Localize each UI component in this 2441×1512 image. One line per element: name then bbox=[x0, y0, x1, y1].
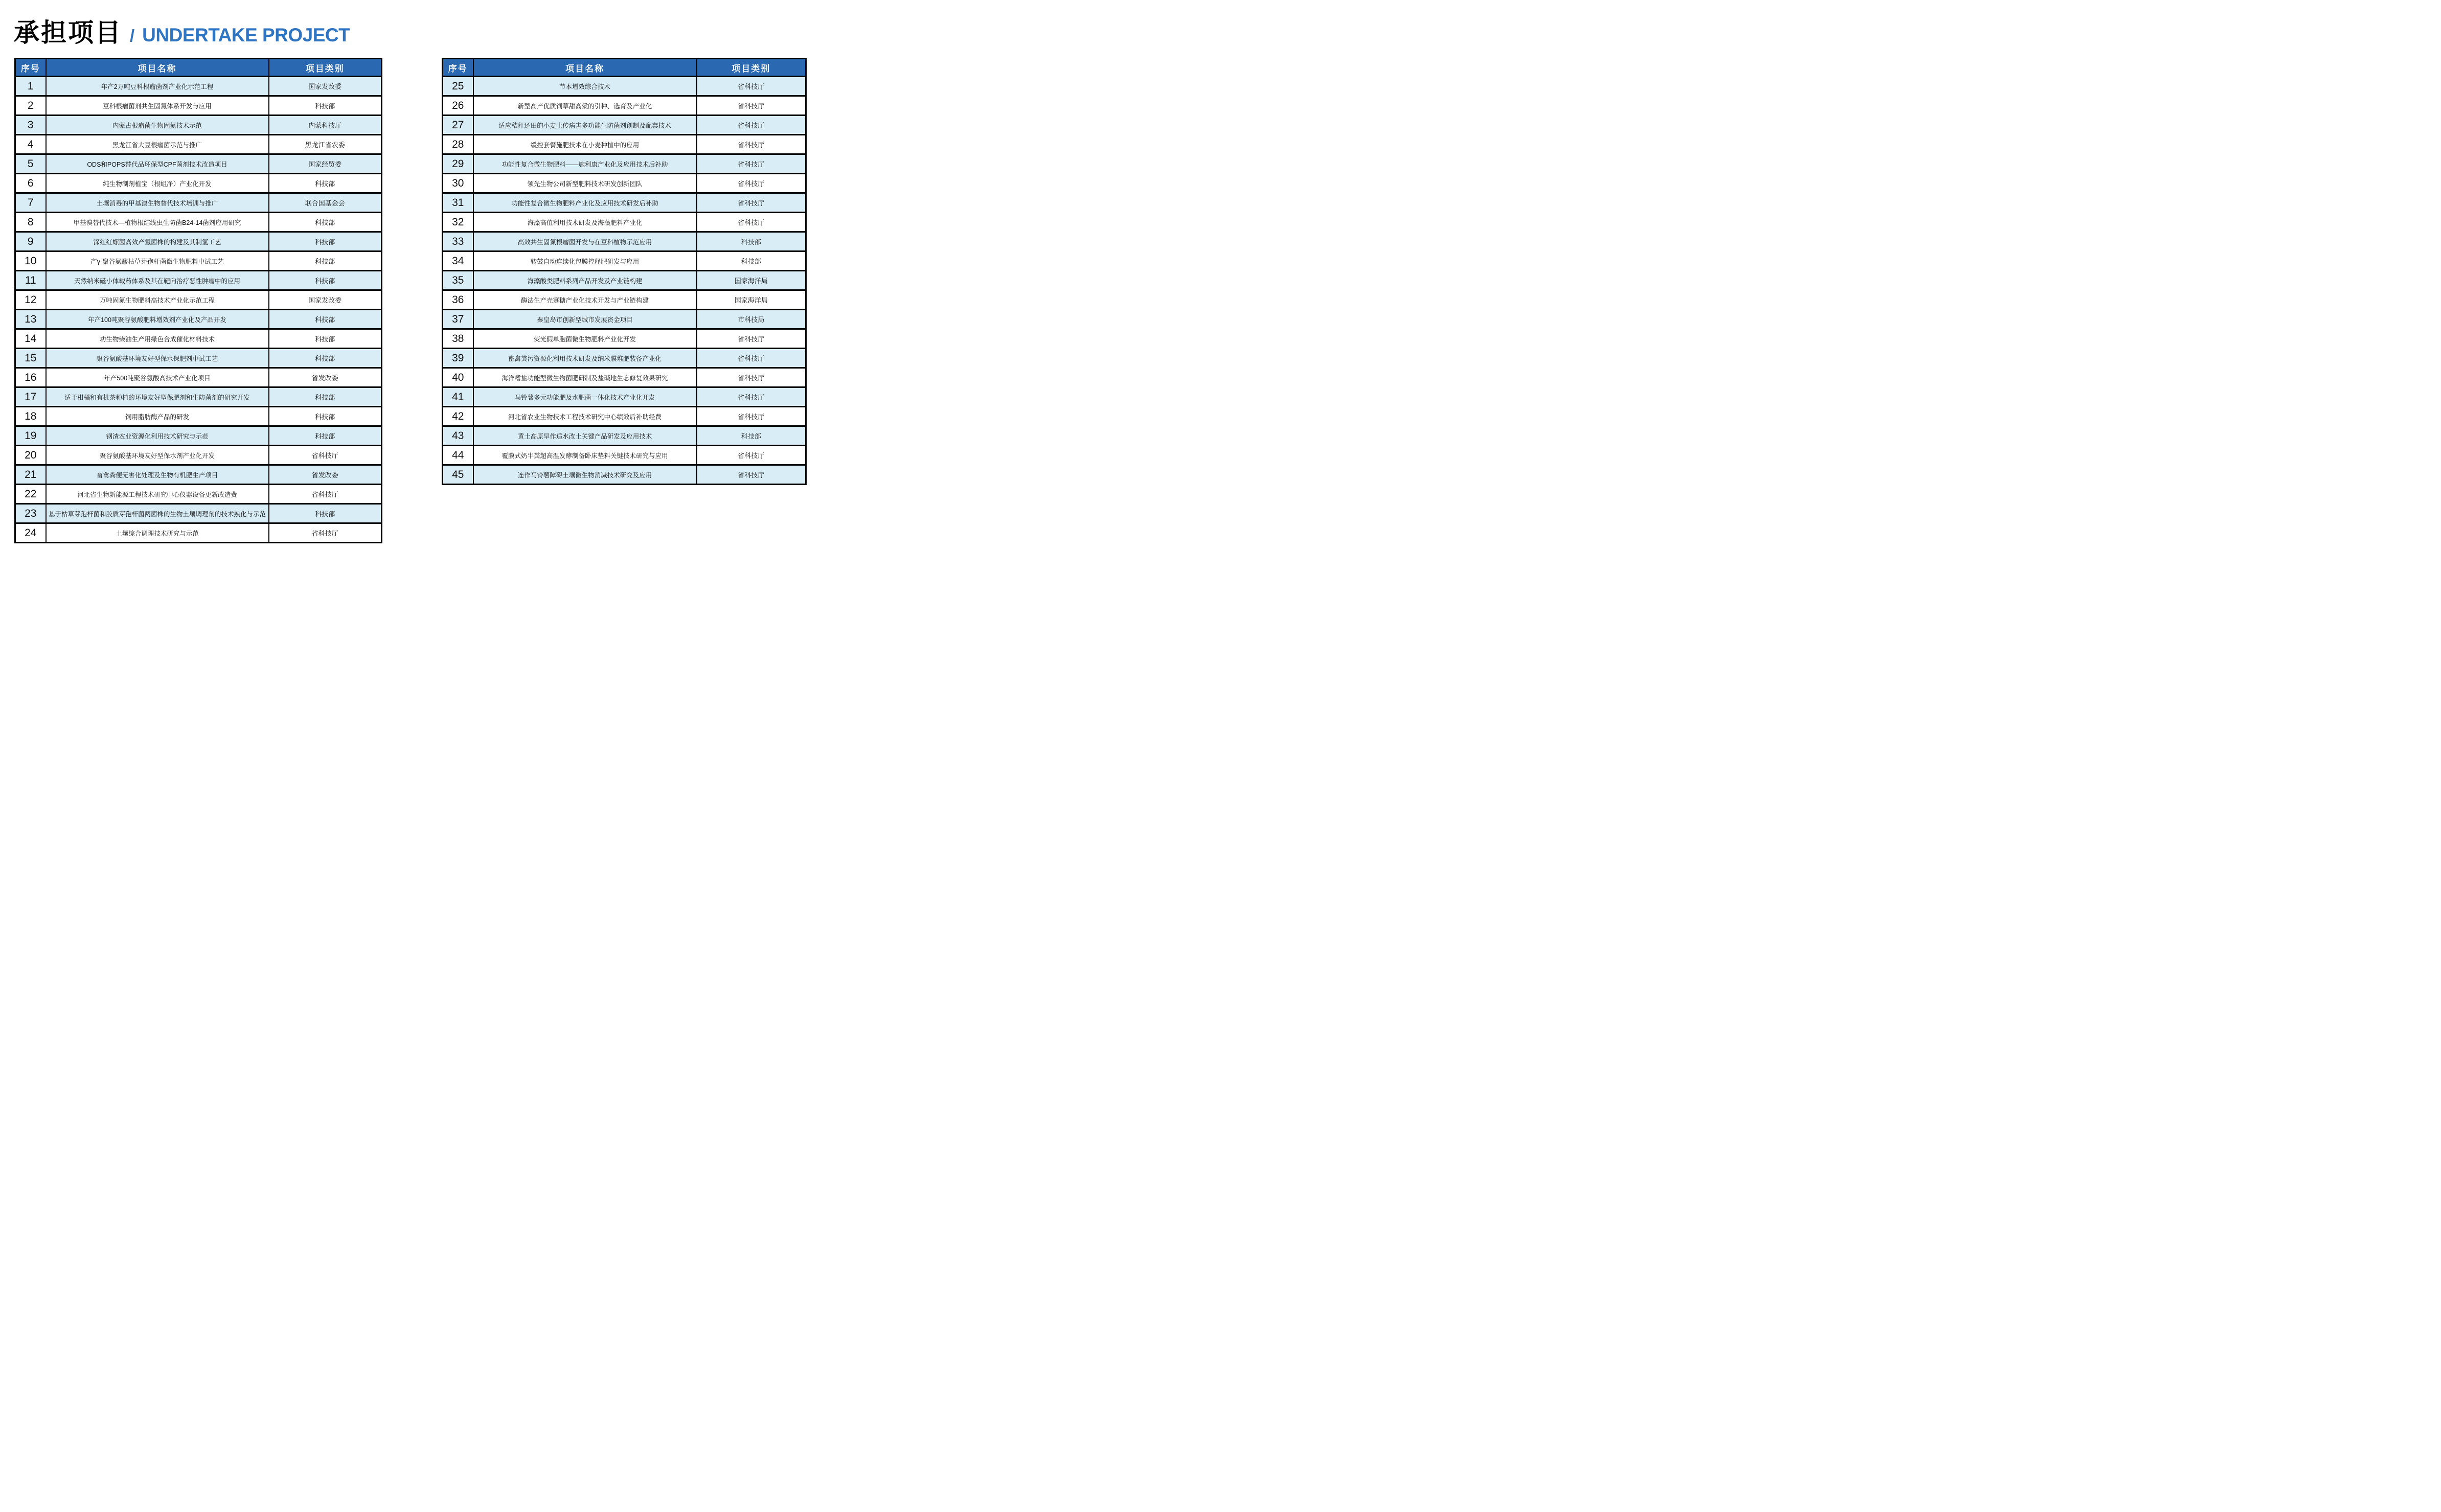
cell-category: 科技部 bbox=[269, 387, 382, 407]
cell-category: 科技部 bbox=[269, 232, 382, 251]
cell-name: 万吨固氮生物肥料高技术产业化示范工程 bbox=[46, 290, 269, 310]
table-row bbox=[15, 96, 382, 116]
cell-no: 20 bbox=[15, 446, 46, 465]
cell-name: 畜禽粪污资源化利用技术研发及纳米膜堆肥装备产业化 bbox=[473, 349, 697, 368]
cell-name: 酶法生产壳寡糖产业化技术开发与产业链构建 bbox=[473, 290, 697, 310]
table-row bbox=[443, 213, 806, 232]
cell-category: 省科技厅 bbox=[697, 135, 806, 154]
cell-no: 31 bbox=[443, 193, 473, 213]
table-row bbox=[15, 523, 382, 543]
cell-no: 18 bbox=[15, 407, 46, 426]
table-row bbox=[443, 154, 806, 174]
cell-name: 适于柑橘和有机茶种植的环境友好型保肥剂和生防菌剂的研究开发 bbox=[46, 387, 269, 407]
table-row bbox=[443, 290, 806, 310]
cell-category: 省科技厅 bbox=[697, 174, 806, 193]
table-row bbox=[443, 368, 806, 387]
cell-name: 覆膜式奶牛粪超高温发酵制备卧床垫料关键技术研究与应用 bbox=[473, 446, 697, 465]
table-row bbox=[15, 251, 382, 271]
table-row bbox=[15, 116, 382, 135]
cell-category: 省科技厅 bbox=[697, 407, 806, 426]
cell-no: 1 bbox=[15, 77, 46, 96]
cell-name: 钢渣农业资源化利用技术研究与示范 bbox=[46, 426, 269, 446]
cell-no: 29 bbox=[443, 154, 473, 174]
cell-category: 科技部 bbox=[269, 174, 382, 193]
table-row bbox=[443, 426, 806, 446]
cell-name: 豆科根瘤菌剂共生固氮体系开发与应用 bbox=[46, 96, 269, 116]
cell-category: 科技部 bbox=[269, 271, 382, 290]
cell-category: 省科技厅 bbox=[269, 523, 382, 543]
cell-name: 年产100吨聚谷氨酸肥料增效剂产业化及产品开发 bbox=[46, 310, 269, 329]
cell-no: 38 bbox=[443, 329, 473, 349]
cell-name: 聚谷氨酸基环境友好型保水保肥剂中试工艺 bbox=[46, 349, 269, 368]
cell-name: 高效共生固氮根瘤菌开发与在豆科植物示范应用 bbox=[473, 232, 697, 251]
cell-no: 45 bbox=[443, 465, 473, 485]
cell-category: 科技部 bbox=[269, 251, 382, 271]
cell-category: 联合国基金会 bbox=[269, 193, 382, 213]
cell-no: 10 bbox=[15, 251, 46, 271]
cell-no: 4 bbox=[15, 135, 46, 154]
cell-name: 深红红螺菌高效产氢菌株的构建及其制氢工艺 bbox=[46, 232, 269, 251]
cell-name: 马铃薯多元功能肥及水肥菌一体化技术产业化开发 bbox=[473, 387, 697, 407]
table-row bbox=[15, 174, 382, 193]
table-body-left bbox=[15, 77, 382, 543]
column-header-no: 序号 bbox=[15, 59, 46, 77]
cell-name: 天然纳米磁小体载药体系及其在靶向治疗恶性肿瘤中的应用 bbox=[46, 271, 269, 290]
cell-no: 23 bbox=[15, 504, 46, 523]
table-row bbox=[15, 193, 382, 213]
cell-category: 国家发改委 bbox=[269, 77, 382, 96]
table-row bbox=[15, 213, 382, 232]
cell-category: 省科技厅 bbox=[697, 465, 806, 485]
cell-no: 13 bbox=[15, 310, 46, 329]
cell-name: 功能性复合微生物肥料——施利康产业化及应用技术后补助 bbox=[473, 154, 697, 174]
table-row bbox=[15, 154, 382, 174]
table-row bbox=[15, 504, 382, 523]
cell-category: 省科技厅 bbox=[269, 446, 382, 465]
cell-category: 省科技厅 bbox=[697, 213, 806, 232]
cell-no: 34 bbox=[443, 251, 473, 271]
cell-no: 44 bbox=[443, 446, 473, 465]
cell-no: 21 bbox=[15, 465, 46, 485]
cell-no: 11 bbox=[15, 271, 46, 290]
cell-no: 6 bbox=[15, 174, 46, 193]
table-row bbox=[15, 368, 382, 387]
page-title-zh: 承担项目 bbox=[14, 18, 122, 47]
cell-name: 基于枯草芽孢杆菌和胶质芽孢杆菌两菌株的生物土壤调理剂的技术熟化与示范 bbox=[46, 504, 269, 523]
cell-name: 畜禽粪便无害化处理及生物有机肥生产项目 bbox=[46, 465, 269, 485]
cell-name: 黑龙江省大豆根瘤菌示范与推广 bbox=[46, 135, 269, 154]
column-header-category: 项目类别 bbox=[269, 59, 382, 77]
table-row bbox=[15, 446, 382, 465]
cell-category: 市科技局 bbox=[697, 310, 806, 329]
cell-name: 功能性复合微生物肥料产业化及应用技术研发后补助 bbox=[473, 193, 697, 213]
cell-name: 连作马铃薯障碍土壤微生物消减技术研究及应用 bbox=[473, 465, 697, 485]
cell-category: 省科技厅 bbox=[697, 193, 806, 213]
table-row bbox=[443, 349, 806, 368]
cell-category: 科技部 bbox=[269, 504, 382, 523]
table-row bbox=[443, 271, 806, 290]
table-row bbox=[15, 135, 382, 154]
cell-category: 省发改委 bbox=[269, 465, 382, 485]
cell-name: 纯生物制剂植宝（根蛆净）产业化开发 bbox=[46, 174, 269, 193]
table-header-row bbox=[15, 59, 382, 77]
table-row bbox=[15, 271, 382, 290]
cell-category: 科技部 bbox=[269, 213, 382, 232]
cell-no: 35 bbox=[443, 271, 473, 290]
cell-category: 黑龙江省农委 bbox=[269, 135, 382, 154]
table-row bbox=[15, 310, 382, 329]
table-header-row bbox=[443, 59, 806, 77]
cell-name: 河北省农业生物技术工程技术研究中心绩效后补助经费 bbox=[473, 407, 697, 426]
cell-category: 科技部 bbox=[269, 349, 382, 368]
cell-no: 22 bbox=[15, 485, 46, 504]
cell-name: 转鼓自动连续化包膜控释肥研发与应用 bbox=[473, 251, 697, 271]
cell-no: 9 bbox=[15, 232, 46, 251]
cell-no: 40 bbox=[443, 368, 473, 387]
cell-no: 16 bbox=[15, 368, 46, 387]
cell-category: 科技部 bbox=[697, 251, 806, 271]
cell-no: 33 bbox=[443, 232, 473, 251]
cell-no: 24 bbox=[15, 523, 46, 543]
cell-category: 国家经贸委 bbox=[269, 154, 382, 174]
cell-category: 省科技厅 bbox=[697, 349, 806, 368]
cell-name: 河北省生物新能源工程技术研究中心仪器设备更新改造费 bbox=[46, 485, 269, 504]
cell-category: 科技部 bbox=[269, 310, 382, 329]
cell-category: 省科技厅 bbox=[269, 485, 382, 504]
page-title-separator: / bbox=[130, 26, 135, 45]
cell-no: 39 bbox=[443, 349, 473, 368]
cell-no: 32 bbox=[443, 213, 473, 232]
cell-no: 2 bbox=[15, 96, 46, 116]
cell-no: 27 bbox=[443, 116, 473, 135]
cell-category: 省科技厅 bbox=[697, 96, 806, 116]
cell-category: 省科技厅 bbox=[697, 77, 806, 96]
cell-category: 科技部 bbox=[269, 96, 382, 116]
cell-category: 科技部 bbox=[269, 329, 382, 349]
table-row bbox=[443, 135, 806, 154]
table-row bbox=[443, 193, 806, 213]
cell-category: 省科技厅 bbox=[697, 446, 806, 465]
cell-name: 缓控套餐施肥技术在小麦种植中的应用 bbox=[473, 135, 697, 154]
column-header-no: 序号 bbox=[443, 59, 473, 77]
cell-no: 28 bbox=[443, 135, 473, 154]
table-row bbox=[443, 96, 806, 116]
table-row bbox=[443, 387, 806, 407]
cell-category: 国家海洋局 bbox=[697, 290, 806, 310]
table-row bbox=[15, 329, 382, 349]
cell-name: 荧光假单胞菌微生物肥料产业化开发 bbox=[473, 329, 697, 349]
page-title bbox=[14, 12, 350, 49]
cell-name: 黄土高原旱作适水改土关键产品研发及应用技术 bbox=[473, 426, 697, 446]
cell-category: 省科技厅 bbox=[697, 154, 806, 174]
cell-no: 17 bbox=[15, 387, 46, 407]
cell-name: ODS和POPS替代品环保型CPF菌剂技术改造项目 bbox=[46, 154, 269, 174]
cell-no: 5 bbox=[15, 154, 46, 174]
cell-no: 15 bbox=[15, 349, 46, 368]
cell-name: 功生物柴油生产用绿色合成催化材料技术 bbox=[46, 329, 269, 349]
cell-no: 41 bbox=[443, 387, 473, 407]
table-row bbox=[443, 174, 806, 193]
cell-no: 3 bbox=[15, 116, 46, 135]
cell-category: 省发改委 bbox=[269, 368, 382, 387]
cell-category: 省科技厅 bbox=[697, 329, 806, 349]
table-row bbox=[15, 407, 382, 426]
cell-name: 土壤综合调理技术研究与示范 bbox=[46, 523, 269, 543]
cell-name: 土壤消毒的甲基溴生物替代技术培训与推广 bbox=[46, 193, 269, 213]
table-row bbox=[443, 310, 806, 329]
page-title-en: UNDERTAKE PROJECT bbox=[142, 25, 350, 45]
cell-no: 19 bbox=[15, 426, 46, 446]
table-row bbox=[15, 485, 382, 504]
cell-category: 国家发改委 bbox=[269, 290, 382, 310]
cell-no: 7 bbox=[15, 193, 46, 213]
cell-category: 省科技厅 bbox=[697, 368, 806, 387]
cell-name: 饲用脂肪酶产品的研发 bbox=[46, 407, 269, 426]
table-row bbox=[15, 387, 382, 407]
cell-no: 25 bbox=[443, 77, 473, 96]
cell-name: 产γ-聚谷氨酸枯草芽孢杆菌微生物肥料中试工艺 bbox=[46, 251, 269, 271]
table-row bbox=[443, 251, 806, 271]
cell-name: 适应秸秆还田的小麦土传病害多功能生防菌剂创制及配套技术 bbox=[473, 116, 697, 135]
cell-no: 12 bbox=[15, 290, 46, 310]
cell-name: 秦皇岛市创新型城市发展资金项目 bbox=[473, 310, 697, 329]
cell-name: 领先生物公司新型肥料技术研发创新团队 bbox=[473, 174, 697, 193]
table-row bbox=[15, 349, 382, 368]
cell-no: 26 bbox=[443, 96, 473, 116]
cell-name: 聚谷氨酸基环境友好型保水剂产业化开发 bbox=[46, 446, 269, 465]
cell-name: 海洋嗜盐功能型微生物菌肥研制及盐碱地生态修复效果研究 bbox=[473, 368, 697, 387]
cell-name: 海藻酸类肥料系列产品开发及产业链构建 bbox=[473, 271, 697, 290]
table-row bbox=[15, 465, 382, 485]
cell-no: 14 bbox=[15, 329, 46, 349]
cell-category: 科技部 bbox=[697, 426, 806, 446]
cell-category: 省科技厅 bbox=[697, 116, 806, 135]
table-row bbox=[15, 77, 382, 96]
cell-name: 新型高产优质饲草甜高粱的引种、选育及产业化 bbox=[473, 96, 697, 116]
table-row bbox=[443, 446, 806, 465]
project-table-right bbox=[442, 58, 807, 485]
cell-name: 年产500吨聚谷氨酸高技术产业化项目 bbox=[46, 368, 269, 387]
cell-name: 年产2万吨豆科根瘤菌剂产业化示范工程 bbox=[46, 77, 269, 96]
cell-category: 科技部 bbox=[269, 407, 382, 426]
column-header-name: 项目名称 bbox=[473, 59, 697, 77]
cell-no: 36 bbox=[443, 290, 473, 310]
cell-name: 内蒙古根瘤菌生物固氮技术示范 bbox=[46, 116, 269, 135]
table-row bbox=[15, 426, 382, 446]
cell-no: 42 bbox=[443, 407, 473, 426]
table-row bbox=[443, 465, 806, 485]
cell-category: 科技部 bbox=[697, 232, 806, 251]
cell-name: 甲基溴替代技术—植物根结线虫生防菌B24-14菌剂应用研究 bbox=[46, 213, 269, 232]
column-header-name: 项目名称 bbox=[46, 59, 269, 77]
cell-name: 节本增效综合技术 bbox=[473, 77, 697, 96]
cell-no: 30 bbox=[443, 174, 473, 193]
cell-category: 省科技厅 bbox=[697, 387, 806, 407]
table-row bbox=[443, 116, 806, 135]
cell-name: 海藻高值利用技术研发及海藻肥料产业化 bbox=[473, 213, 697, 232]
table-row bbox=[15, 290, 382, 310]
cell-no: 37 bbox=[443, 310, 473, 329]
table-body-right bbox=[443, 77, 806, 485]
cell-category: 国家海洋局 bbox=[697, 271, 806, 290]
cell-no: 43 bbox=[443, 426, 473, 446]
table-row bbox=[443, 232, 806, 251]
cell-category: 内蒙科技厅 bbox=[269, 116, 382, 135]
cell-no: 8 bbox=[15, 213, 46, 232]
table-row bbox=[15, 232, 382, 251]
table-row bbox=[443, 329, 806, 349]
cell-category: 科技部 bbox=[269, 426, 382, 446]
column-header-category: 项目类别 bbox=[697, 59, 806, 77]
project-table-left bbox=[14, 58, 382, 543]
table-row bbox=[443, 77, 806, 96]
undertake-project-page bbox=[0, 0, 814, 539]
table-row bbox=[443, 407, 806, 426]
